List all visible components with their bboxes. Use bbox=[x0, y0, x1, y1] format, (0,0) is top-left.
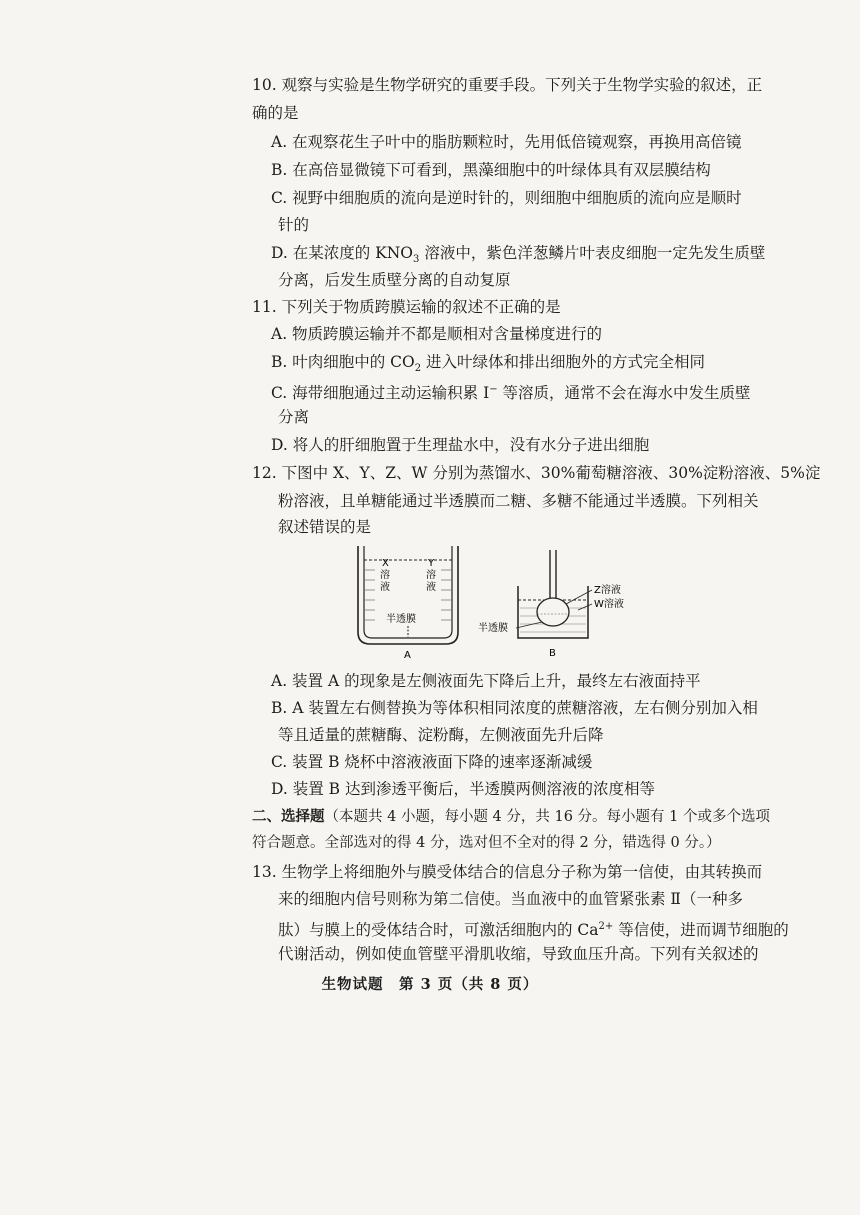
q11-option-d: D. 将人的肝细胞置于生理盐水中，没有水分子进出细胞 bbox=[271, 436, 650, 454]
q11-option-c-line1 bbox=[0, 379, 860, 404]
q11-option-a: A. 物质跨膜运输并不都是顺相对含量梯度进行的 bbox=[271, 325, 603, 343]
q13-stem-line1: 13. 生物学上将细胞外与膜受体结合的信息分子称为第一信使，由其转换而 bbox=[252, 863, 763, 881]
section2-desc-1: （本题共 4 小题，每小题 4 分，共 16 分。每小题有 1 个或多个选项 bbox=[324, 809, 770, 825]
caption-a: A bbox=[404, 650, 411, 660]
q10-stem-line1: 10. 观察与实验是生物学研究的重要手段。下列关于生物学实验的叙述，正 bbox=[252, 76, 763, 94]
x-label-3: 液 bbox=[380, 582, 390, 593]
section2-title: 二、选择题 bbox=[252, 808, 325, 825]
q12-stem-line2: 粉溶液，且单糖能通过半透膜而二糖、多糖不能通过半透膜。下列相关 bbox=[278, 492, 759, 510]
q12-option-a: A. 装置 A 的现象是左侧液面先下降后上升，最终左右液面持平 bbox=[271, 672, 701, 690]
q12-option-b-line2: 等且适量的蔗糖酶、淀粉酶，左侧液面先升后降 bbox=[278, 726, 604, 744]
q10-option-c-line2: 针的 bbox=[278, 216, 310, 234]
q10-option-c-line1: C. 视野中细胞质的流向是逆时针的，则细胞中细胞质的流向应是顺时 bbox=[271, 189, 742, 207]
q10-option-d-line2: 分离，后发生质壁分离的自动复原 bbox=[278, 271, 511, 289]
apparatus-a bbox=[358, 546, 458, 660]
q13-stem-line2: 来的细胞内信号则称为第二信使。当血液中的血管紧张素 Ⅱ（一种多 bbox=[278, 890, 743, 908]
y-label-2: 溶 bbox=[426, 570, 436, 581]
w-label: W溶液 bbox=[594, 599, 624, 610]
membrane-label-a: 半透膜 bbox=[386, 614, 416, 625]
apparatus-b bbox=[478, 550, 624, 659]
q10-option-b: B. 在高倍显微镜下可看到，黑藻细胞中的叶绿体具有双层膜结构 bbox=[271, 161, 711, 179]
q11-c-superscript: − bbox=[489, 384, 498, 395]
q12-option-c: C. 装置 B 烧杯中溶液液面下降的速率逐渐减缓 bbox=[271, 753, 593, 771]
q10-d-text-a: D. 在某浓度的 KNO bbox=[271, 244, 414, 262]
q10-option-a: A. 在观察花生子叶中的脂肪颗粒时，先用低倍镜观察，再换用高倍镜 bbox=[271, 133, 742, 151]
y-label-1: Y bbox=[428, 558, 435, 569]
q13-stem-line4: 代谢活动，例如使血管壁平滑肌收缩，导致血压升高。下列有关叙述的 bbox=[278, 945, 759, 963]
section2-line1 bbox=[0, 806, 860, 828]
x-label-2: 溶 bbox=[380, 570, 390, 581]
q10-d-text-b: 溶液中，紫色洋葱鳞片叶表皮细胞一定先发生质壁 bbox=[419, 244, 766, 262]
q12-option-b-line1: B. A 装置左右侧替换为等体积相同浓度的蔗糖溶液，左右侧分别加入相 bbox=[271, 699, 758, 717]
q12-stem-line1: 12. 下图中 X、Y、Z、W 分别为蒸馏水、30%葡萄糖溶液、30%淀粉溶液、5%淀 bbox=[252, 464, 821, 482]
q13-text-a: 肽）与膜上的受体结合时，可激活细胞内的 Ca bbox=[278, 921, 599, 940]
q11-b-text-b: 进入叶绿体和排出细胞外的方式完全相同 bbox=[421, 353, 706, 371]
caption-b: B bbox=[549, 648, 556, 659]
z-label: Z溶液 bbox=[594, 585, 621, 596]
q11-stem: 11. 下列关于物质跨膜运输的叙述不正确的是 bbox=[252, 298, 561, 316]
q13-text-b: 等信使，进而调节细胞的 bbox=[613, 921, 789, 940]
y-label-3: 液 bbox=[426, 582, 436, 593]
q11-option-c-line2: 分离 bbox=[278, 408, 310, 426]
q11-option-b bbox=[0, 351, 860, 380]
q10-stem-line2: 确的是 bbox=[252, 104, 299, 122]
x-label-1: X bbox=[382, 558, 389, 569]
q11-b-text-a: B. 叶肉细胞中的 CO bbox=[271, 353, 415, 371]
q12-option-d: D. 装置 B 达到渗透平衡后，半透膜两侧溶液的浓度相等 bbox=[271, 780, 655, 798]
q10-option-d-line1 bbox=[0, 242, 860, 271]
q12-stem-line3: 叙述错误的是 bbox=[278, 518, 372, 536]
q11-c-text-a: C. 海带细胞通过主动运输积累 I bbox=[271, 384, 490, 403]
osmosis-diagram bbox=[330, 540, 660, 660]
q11-b-subscript: 2 bbox=[414, 363, 422, 375]
membrane-label-b: 半透膜 bbox=[478, 623, 508, 634]
q13-superscript: 2+ bbox=[598, 921, 614, 932]
section2-line2: 符合题意。全部选对的得 4 分，选对但不全对的得 2 分，错选得 0 分。） bbox=[252, 835, 721, 851]
q13-stem-line3 bbox=[0, 916, 860, 941]
page-footer: 生物试题 第 3 页（共 8 页） bbox=[321, 976, 539, 993]
q10-d-subscript: 3 bbox=[413, 254, 420, 266]
q11-c-text-b: 等溶质，通常不会在海水中发生质壁 bbox=[497, 384, 751, 403]
